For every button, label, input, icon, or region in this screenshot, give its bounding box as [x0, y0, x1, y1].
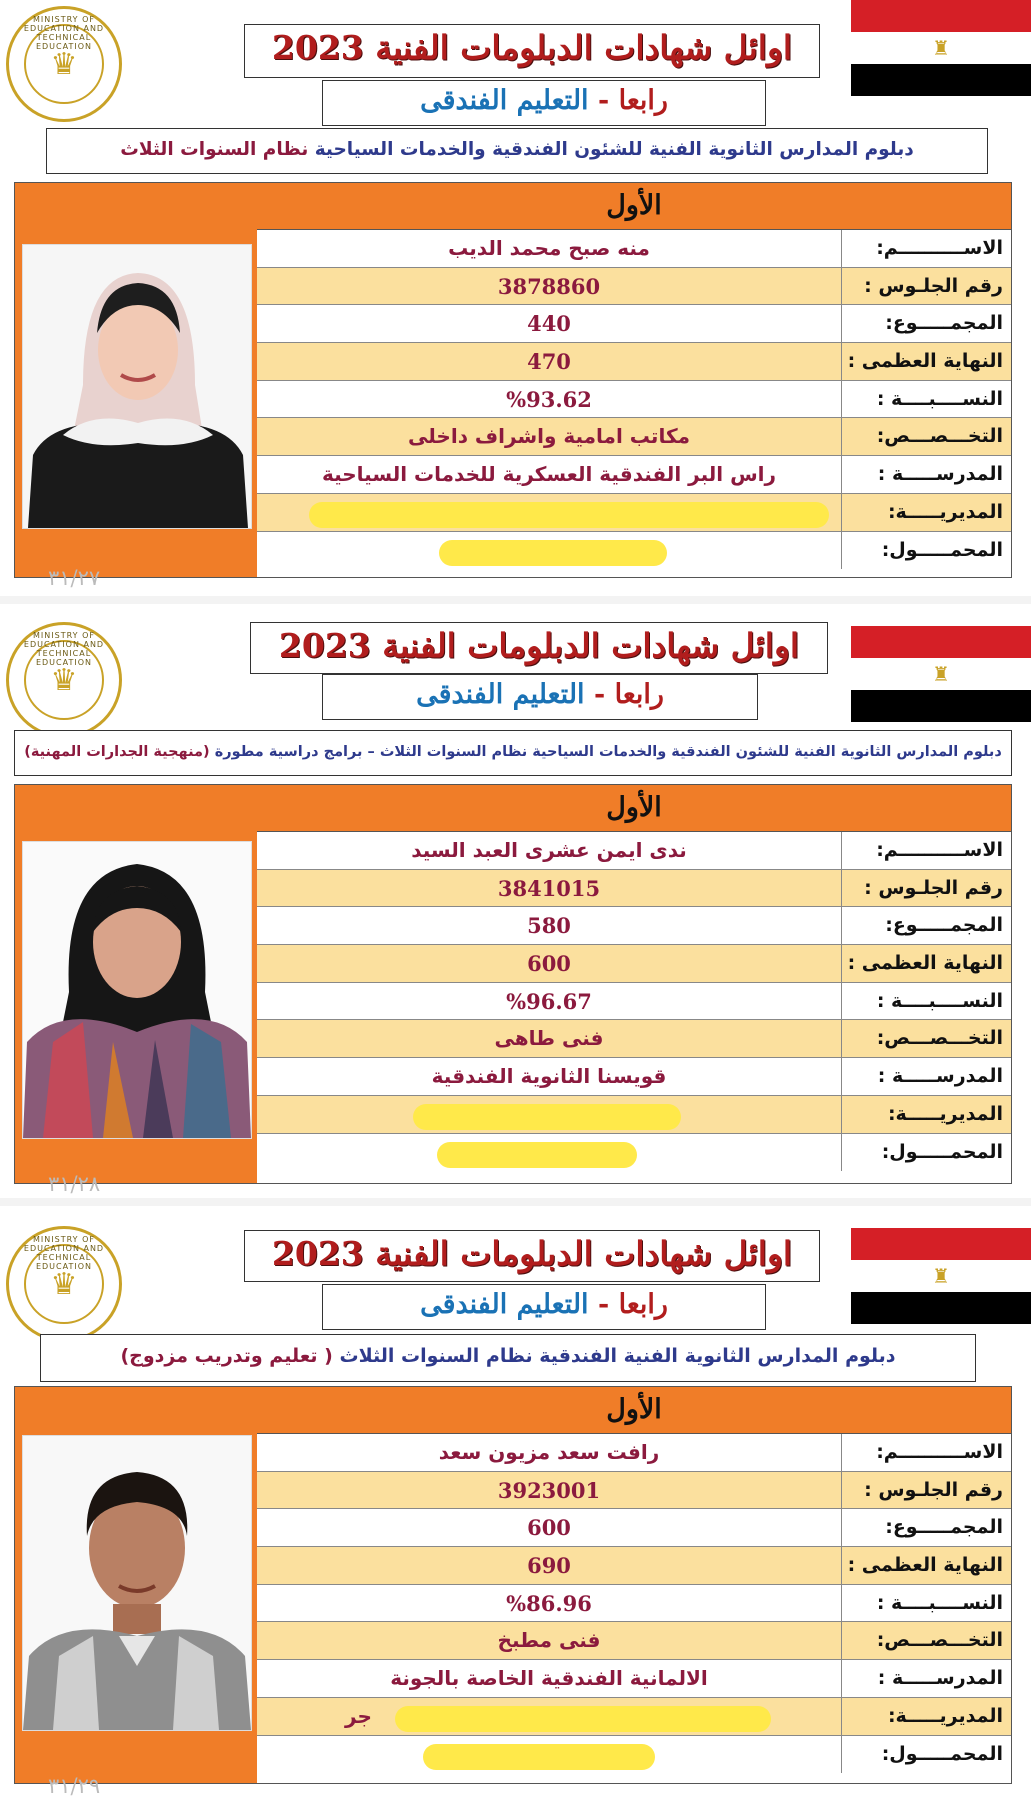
total-score-value: 580	[527, 913, 571, 939]
seat-number-label: رقم الجلـوس :	[841, 1472, 1011, 1509]
total-score-label: المجمـــــوع:	[841, 305, 1011, 342]
seat-number-label: رقم الجلـوس :	[841, 268, 1011, 305]
max-score-label: النهاية العظمى :	[841, 945, 1011, 982]
student-photo	[22, 244, 252, 529]
eagle-emblem-icon: ♛	[24, 1244, 104, 1324]
school-label: المدرســـــة :	[841, 456, 1011, 493]
table-row	[257, 305, 1011, 343]
table-row	[257, 945, 1011, 983]
egypt-flag-icon: ♜	[851, 1228, 1031, 1324]
seat-number-value: 3923001	[497, 1477, 601, 1503]
directorate-label: المديريـــــة:	[841, 494, 1011, 531]
ministry-logo	[6, 6, 122, 122]
table-row	[257, 1622, 1011, 1660]
name-value: رافت سعد مزيون سعد	[438, 1440, 660, 1464]
percentage-label: النســــبــــة :	[841, 983, 1011, 1020]
seat-number-value: 3841015	[497, 875, 601, 901]
field-text: التعليم الفندقى	[420, 85, 589, 116]
logo-ring-text: MINISTRY OF EDUCATION AND TECHNICAL EDUCATION	[23, 15, 105, 51]
seat-number-value: 3878860	[497, 273, 601, 299]
redaction-mark	[437, 1142, 637, 1168]
redaction-mark	[309, 502, 829, 528]
specialization-label: التخـــصـــص:	[841, 1622, 1011, 1659]
description-system: (منهجية الجدارات المهنية)	[24, 744, 215, 760]
description-main: دبلوم المدارس الثانوية الفنية للشئون الفندقية والخدمات السياحية	[314, 139, 914, 160]
school-value: راس البر الفندقية العسكرية للخدمات السياحية	[321, 462, 777, 487]
logo-ring-text: MINISTRY OF EDUCATION AND TECHNICAL EDUCATION	[23, 1235, 105, 1271]
table-row	[257, 456, 1011, 494]
table-row	[257, 1020, 1011, 1058]
page-title: اوائل شهادات الدبلومات الفنية 2023	[244, 1230, 820, 1282]
student-photo	[22, 1435, 252, 1731]
mobile-value	[257, 532, 841, 570]
page-stamp: ٣١/٢٨	[48, 1172, 101, 1196]
rank-header: الأول	[257, 785, 1011, 832]
student-panel	[14, 1386, 1012, 1784]
field-text: التعليم الفندقى	[420, 1289, 589, 1320]
table-row	[257, 832, 1011, 870]
ministry-logo	[6, 622, 122, 738]
max-score-label: النهاية العظمى :	[841, 1547, 1011, 1584]
name-label: الاســــــــــم:	[841, 832, 1011, 869]
table-row	[257, 1547, 1011, 1585]
table-row	[257, 343, 1011, 381]
redaction-mark	[413, 1104, 681, 1130]
percentage-value: %93.62	[506, 386, 592, 412]
student-info-table	[257, 785, 1011, 1183]
name-label: الاســــــــــم:	[841, 230, 1011, 267]
rank-header: الأول	[257, 183, 1011, 230]
student-info-table	[257, 1387, 1011, 1783]
page-stamp: ٣١/٢٩	[48, 1774, 101, 1798]
certificate-card-1	[0, 0, 1031, 596]
rank-dash: -	[597, 1289, 610, 1320]
diploma-description	[40, 1334, 976, 1382]
table-row	[257, 907, 1011, 945]
redaction-mark	[439, 540, 667, 566]
student-info-table	[257, 183, 1011, 577]
mobile-value	[257, 1736, 841, 1774]
diploma-description	[46, 128, 988, 174]
percentage-label: النســــبــــة :	[841, 1585, 1011, 1622]
max-score-value: 600	[527, 951, 571, 977]
student-photo	[22, 841, 252, 1139]
rank-text: رابعا	[614, 679, 664, 710]
egypt-flag-icon: ♜	[851, 626, 1031, 722]
certificate-card-3	[0, 1206, 1031, 1800]
student-panel	[14, 182, 1012, 578]
max-score-value: 470	[527, 349, 571, 375]
redaction-mark	[423, 1744, 655, 1770]
table-row	[257, 1509, 1011, 1547]
specialization-value: فنى طاهى	[494, 1026, 604, 1051]
category-banner	[322, 674, 758, 720]
mobile-value	[257, 1134, 841, 1172]
percentage-value: %96.67	[506, 988, 592, 1014]
specialization-value: فنى مطبخ	[497, 1628, 601, 1653]
eagle-emblem-icon: ♛	[24, 640, 104, 720]
table-row	[257, 1736, 1011, 1774]
school-value: الالمانية الفندقية الخاصة بالجونة	[390, 1666, 708, 1691]
total-score-label: المجمـــــوع:	[841, 907, 1011, 944]
specialization-label: التخـــصـــص:	[841, 418, 1011, 455]
total-score-label: المجمـــــوع:	[841, 1509, 1011, 1546]
table-row	[257, 983, 1011, 1021]
percentage-label: النســــبــــة :	[841, 381, 1011, 418]
percentage-value: %86.96	[506, 1590, 592, 1616]
school-label: المدرســـــة :	[841, 1660, 1011, 1697]
specialization-value: مكاتب امامية واشراف داخلى	[408, 424, 690, 449]
table-row	[257, 1058, 1011, 1096]
table-row	[257, 494, 1011, 532]
mobile-label: المحمـــــول:	[841, 1736, 1011, 1774]
rank-header: الأول	[257, 1387, 1011, 1434]
table-row	[257, 1434, 1011, 1472]
description-main: دبلوم المدارس الثانوية الفنية الفندقية نظام السنوات الثلاث	[339, 1345, 896, 1367]
school-value: قويسنا الثانوية الفندقية	[431, 1064, 667, 1089]
table-row	[257, 230, 1011, 268]
category-banner	[322, 80, 766, 126]
mobile-label: المحمـــــول:	[841, 1134, 1011, 1172]
directorate-value	[257, 1096, 841, 1133]
logo-ring-text: MINISTRY OF EDUCATION AND TECHNICAL EDUCATION	[23, 631, 105, 667]
table-row	[257, 1472, 1011, 1510]
description-system: نظام السنوات الثلاث	[120, 139, 315, 160]
name-value: ندى ايمن عشرى العبد السيد	[411, 838, 687, 862]
seat-number-label: رقم الجلـوس :	[841, 870, 1011, 907]
field-text: التعليم الفندقى	[416, 679, 585, 710]
redaction-mark	[395, 1706, 771, 1732]
directorate-label: المديريـــــة:	[841, 1698, 1011, 1735]
table-row	[257, 381, 1011, 419]
specialization-label: التخـــصـــص:	[841, 1020, 1011, 1057]
max-score-value: 690	[527, 1553, 571, 1579]
rank-dash: -	[597, 85, 610, 116]
table-row	[257, 1096, 1011, 1134]
rank-dash: -	[593, 679, 606, 710]
page-title: اوائل شهادات الدبلومات الفنية 2023	[244, 24, 820, 78]
max-score-label: النهاية العظمى :	[841, 343, 1011, 380]
directorate-value: جر	[257, 1698, 841, 1735]
diploma-description	[14, 730, 1012, 776]
page-title: اوائل شهادات الدبلومات الفنية 2023	[250, 622, 828, 674]
table-row	[257, 1660, 1011, 1698]
ministry-logo	[6, 1226, 122, 1342]
category-banner	[322, 1284, 766, 1330]
table-row	[257, 418, 1011, 456]
directorate-value	[257, 494, 841, 531]
table-row	[257, 1134, 1011, 1172]
description-system: ( تعليم وتدريب مزدوج)	[120, 1345, 340, 1367]
page-stamp: ٣١/٢٧	[48, 566, 101, 590]
rank-text: رابعا	[618, 1289, 668, 1320]
directorate-label: المديريـــــة:	[841, 1096, 1011, 1133]
rank-text: رابعا	[618, 85, 668, 116]
school-label: المدرســـــة :	[841, 1058, 1011, 1095]
egypt-flag-icon: ♜	[851, 0, 1031, 96]
table-row	[257, 268, 1011, 306]
total-score-value: 440	[527, 311, 571, 337]
total-score-value: 600	[527, 1515, 571, 1541]
table-row	[257, 870, 1011, 908]
student-panel	[14, 784, 1012, 1184]
eagle-emblem-icon: ♛	[24, 24, 104, 104]
certificate-card-2	[0, 604, 1031, 1198]
mobile-label: المحمـــــول:	[841, 532, 1011, 570]
name-label: الاســــــــــم:	[841, 1434, 1011, 1471]
table-row	[257, 1698, 1011, 1736]
description-main: دبلوم المدارس الثانوية الفنية للشئون الفندقية والخدمات السياحية نظام السنوات الثلاث – برامج دراسية مطورة	[214, 744, 1002, 760]
name-value: منه صبح محمد الديب	[448, 236, 650, 260]
table-row	[257, 532, 1011, 570]
table-row	[257, 1585, 1011, 1623]
